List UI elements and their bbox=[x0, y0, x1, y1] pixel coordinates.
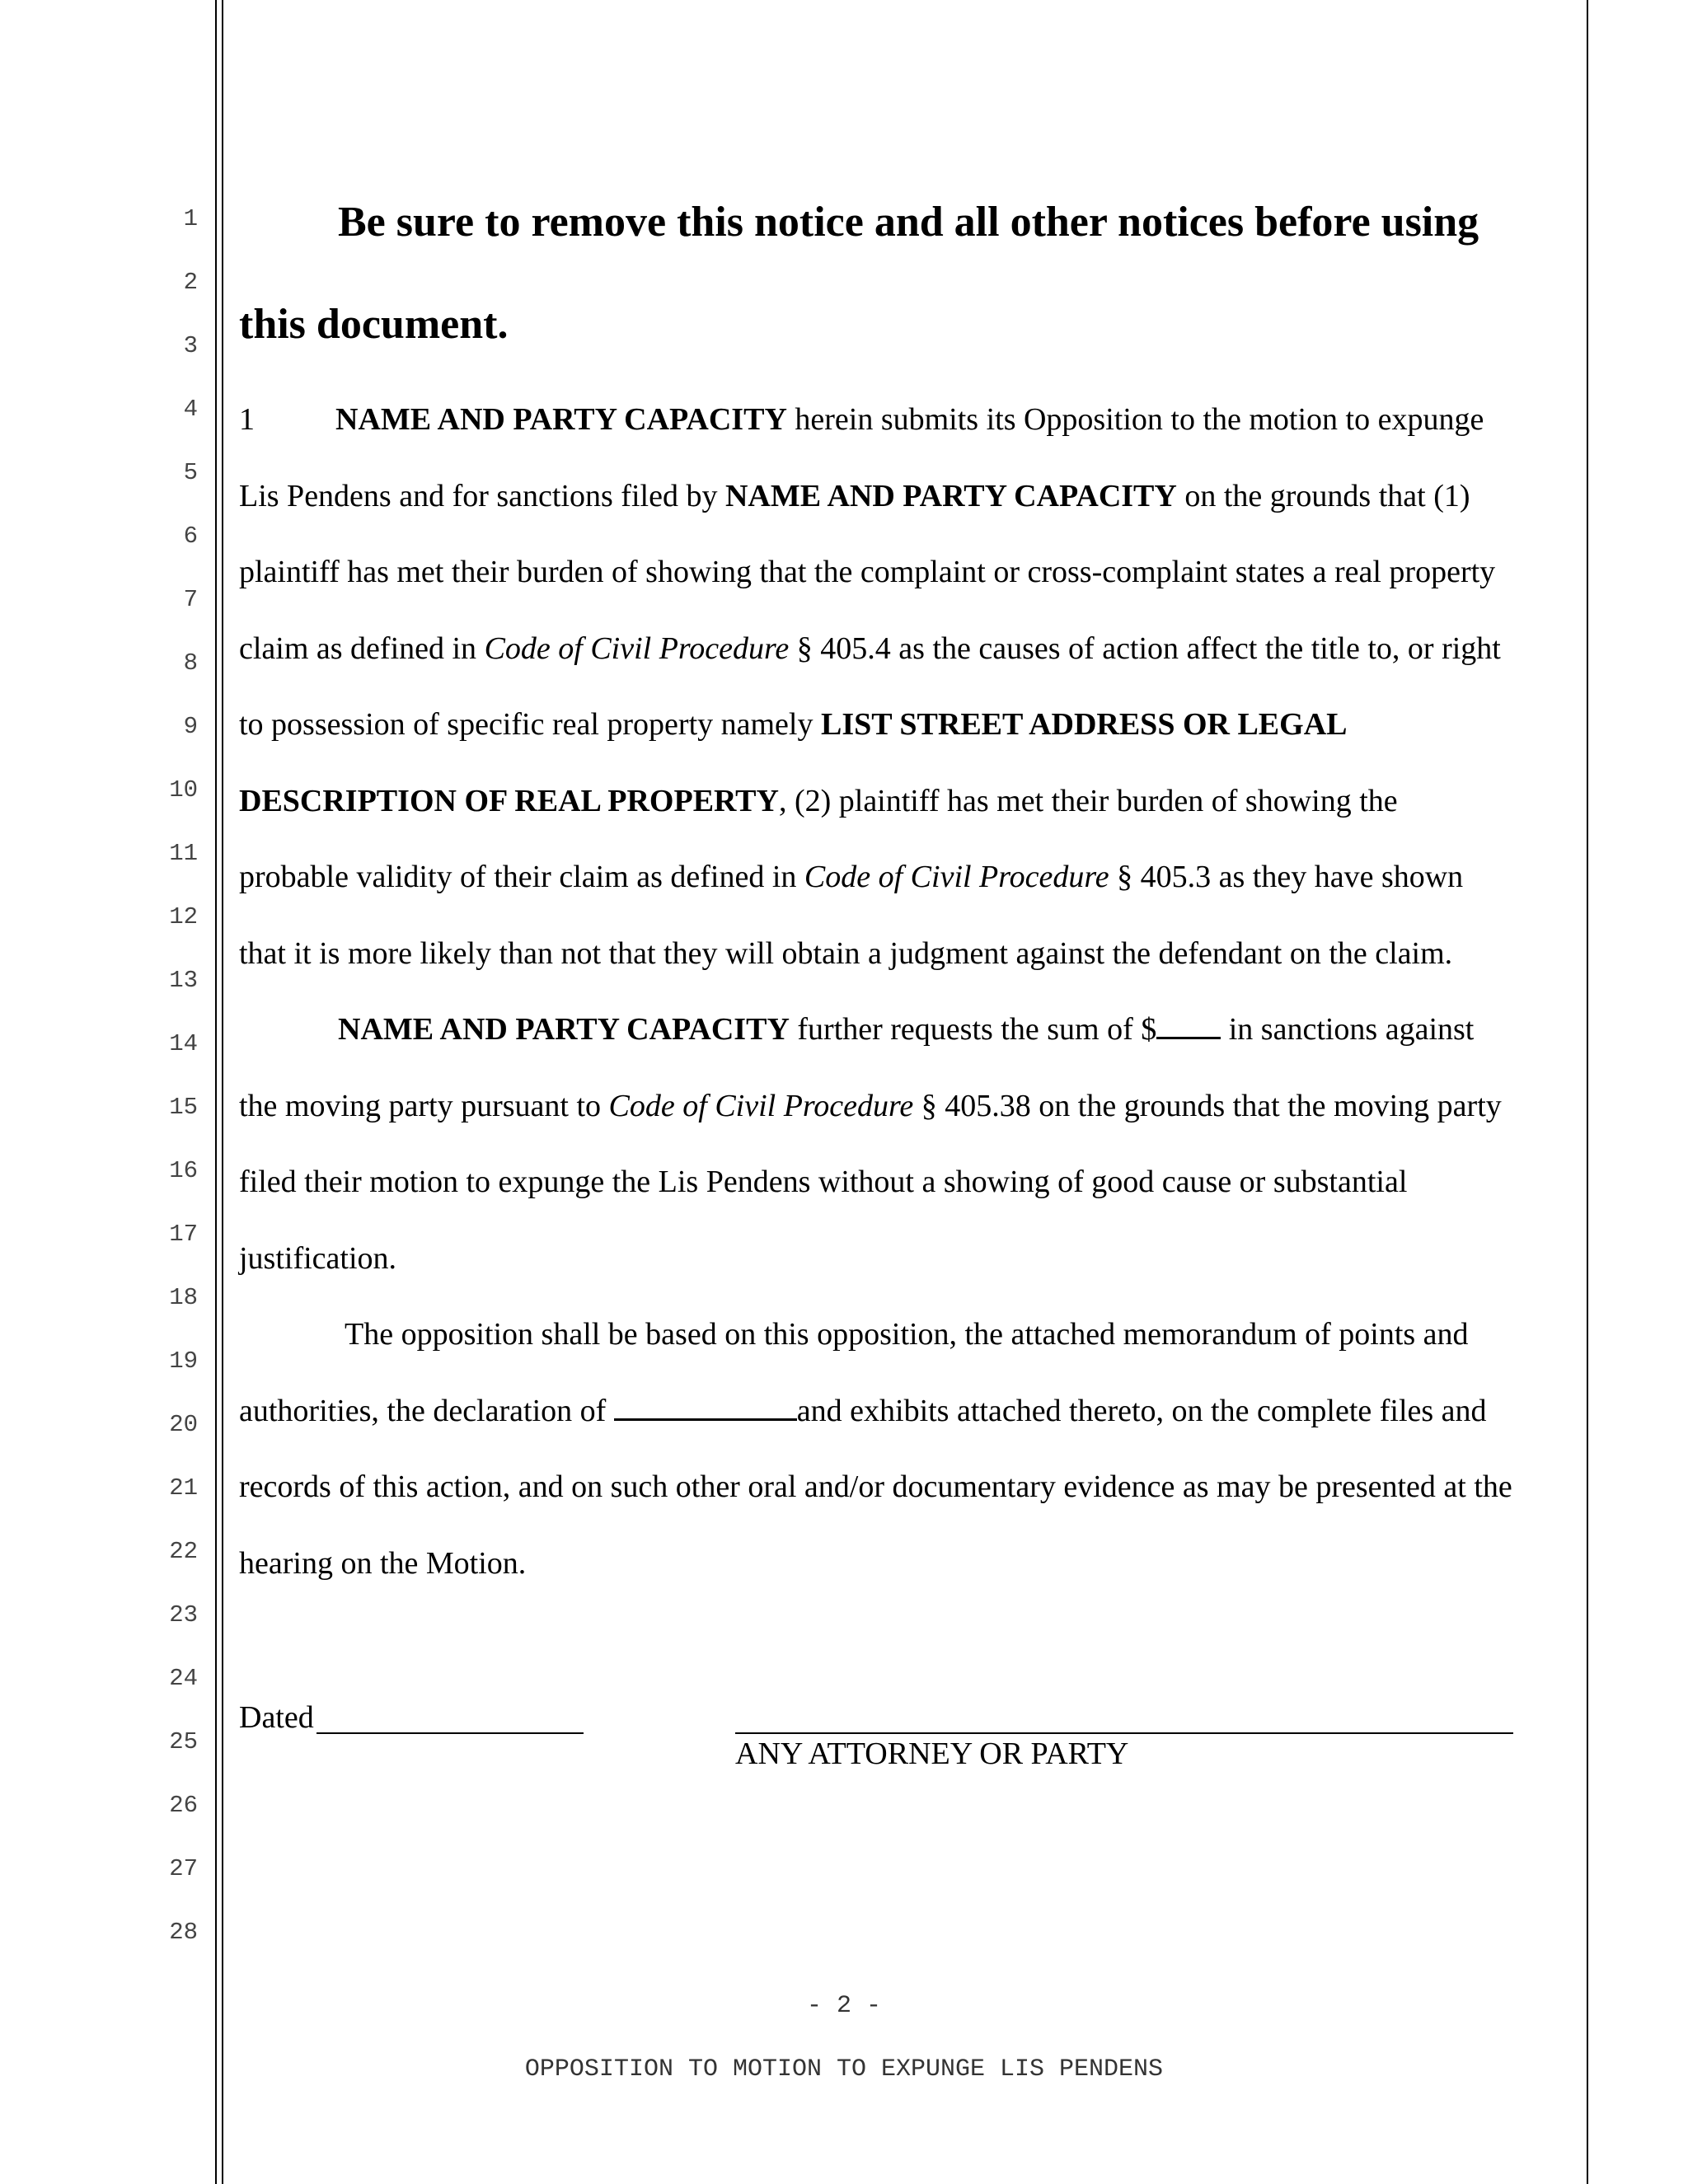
notice-line-2: this document. bbox=[239, 301, 509, 348]
line-number: 9 bbox=[183, 713, 198, 740]
line-number: 19 bbox=[169, 1347, 198, 1375]
line-number: 2 bbox=[183, 269, 198, 296]
paragraph-3-line-4: hearing on the Motion. bbox=[239, 1546, 527, 1581]
party-name: NAME AND PARTY CAPACITY bbox=[724, 479, 1177, 513]
paragraph-1-line-3: plaintiff has met their burden of showing that the complaint or cross-complaint states a real property bbox=[239, 555, 1496, 589]
signer-name: ANY ATTORNEY OR PARTY bbox=[735, 1736, 1129, 1771]
paragraph-1-line-5 bbox=[239, 706, 1591, 743]
line-number: 26 bbox=[169, 1792, 198, 1819]
line-number: 25 bbox=[169, 1728, 198, 1755]
line-number: 6 bbox=[183, 523, 198, 550]
paragraph-2-line-4: justification. bbox=[239, 1241, 397, 1276]
paragraph-1-line-6 bbox=[239, 783, 1591, 819]
statute-name: Code of Civil Procedure bbox=[484, 631, 790, 666]
text-run: , (2) plaintiff has met their burden of showing the bbox=[778, 784, 1398, 818]
paragraph-1-line-2 bbox=[239, 478, 1591, 514]
declarant-blank bbox=[614, 1394, 797, 1421]
line-number: 5 bbox=[183, 459, 198, 486]
text-run: § 405.38 on the grounds that the moving party bbox=[913, 1089, 1502, 1123]
page-number: - 2 - bbox=[806, 1992, 881, 2020]
line-number: 20 bbox=[169, 1411, 198, 1438]
line-number: 13 bbox=[169, 967, 198, 994]
text-run: authorities, the declaration of bbox=[239, 1394, 614, 1428]
line-number: 17 bbox=[169, 1221, 198, 1248]
paragraph-3-line-3: records of this action, and on such other oral and/or documentary evidence as may be presented at the bbox=[239, 1469, 1512, 1504]
line-number: 7 bbox=[183, 586, 198, 613]
paragraph-1-line-1 bbox=[239, 401, 1591, 438]
statute-name: Code of Civil Procedure bbox=[804, 860, 1109, 894]
text-run: the moving party pursuant to bbox=[239, 1089, 609, 1123]
statute-name: Code of Civil Procedure bbox=[608, 1089, 914, 1123]
line-number: 14 bbox=[169, 1030, 198, 1057]
footer-title: OPPOSITION TO MOTION TO EXPUNGE LIS PENDENS bbox=[524, 2055, 1164, 2083]
line-number: 11 bbox=[169, 840, 198, 867]
line-number: 27 bbox=[169, 1855, 198, 1882]
paragraph-1-line-7 bbox=[239, 859, 1591, 895]
property-placeholder: DESCRIPTION OF REAL PROPERTY bbox=[239, 784, 779, 818]
line-number: 8 bbox=[183, 649, 198, 677]
paragraph-1-line-4 bbox=[239, 630, 1591, 667]
line-number: 10 bbox=[169, 776, 198, 804]
line-number: 23 bbox=[169, 1601, 198, 1629]
paragraph-1-line-8: that it is more likely than not that they will obtain a judgment against the defendant on the claim. bbox=[239, 936, 1453, 971]
party-name: NAME AND PARTY CAPACITY bbox=[338, 1012, 790, 1047]
line-number: 1 bbox=[183, 205, 198, 232]
line-number: 16 bbox=[169, 1157, 198, 1184]
left-margin-rule bbox=[215, 0, 217, 2184]
text-run: § 405.4 as the causes of action affect the title to, or right bbox=[789, 631, 1501, 666]
line-number: 12 bbox=[169, 903, 198, 930]
line-number: 24 bbox=[169, 1665, 198, 1692]
text-run: claim as defined in bbox=[239, 631, 485, 666]
paragraph-2-line-3: filed their motion to expunge the Lis Pendens without a showing of good cause or substantial bbox=[239, 1165, 1408, 1199]
text-run: in sanctions against bbox=[1221, 1012, 1475, 1047]
signature-line bbox=[735, 1732, 1513, 1734]
text-run: § 405.3 as they have shown bbox=[1109, 860, 1464, 894]
paragraph-2-line-2 bbox=[239, 1088, 1591, 1124]
date-blank-line bbox=[316, 1732, 584, 1734]
line-number: 15 bbox=[169, 1094, 198, 1121]
paragraph-3-line-1: The opposition shall be based on this opposition, the attached memorandum of points and bbox=[345, 1317, 1469, 1352]
text-run: Lis Pendens and for sanctions filed by bbox=[239, 479, 725, 513]
line-number: 4 bbox=[183, 396, 198, 423]
property-placeholder: LIST STREET ADDRESS OR LEGAL bbox=[820, 707, 1348, 742]
text-run: and exhibits attached thereto, on the complete files and bbox=[796, 1394, 1487, 1428]
paragraph-3-line-2 bbox=[239, 1393, 1591, 1429]
text-run: on the grounds that (1) bbox=[1176, 479, 1470, 513]
party-name: NAME AND PARTY CAPACITY bbox=[335, 402, 787, 437]
text-run: further requests the sum of $ bbox=[789, 1012, 1157, 1047]
paragraph-number: 1 bbox=[239, 402, 255, 437]
sanctions-amount-blank bbox=[1156, 1012, 1221, 1039]
paragraph-2-line-1 bbox=[239, 1011, 1688, 1047]
line-number: 28 bbox=[169, 1919, 198, 1946]
text-run: to possession of specific real property namely bbox=[239, 707, 821, 742]
left-margin-rule-inner bbox=[222, 0, 223, 2184]
text-run: probable validity of their claim as defined in bbox=[239, 860, 804, 894]
line-number: 18 bbox=[169, 1284, 198, 1311]
line-number: 22 bbox=[169, 1538, 198, 1565]
line-number: 21 bbox=[169, 1474, 198, 1502]
line-number: 3 bbox=[183, 332, 198, 359]
notice-line-1: Be sure to remove this notice and all other notices before using bbox=[338, 199, 1479, 246]
dated-label: Dated bbox=[239, 1700, 314, 1735]
text-run: herein submits its Opposition to the motion to expunge bbox=[786, 402, 1484, 437]
